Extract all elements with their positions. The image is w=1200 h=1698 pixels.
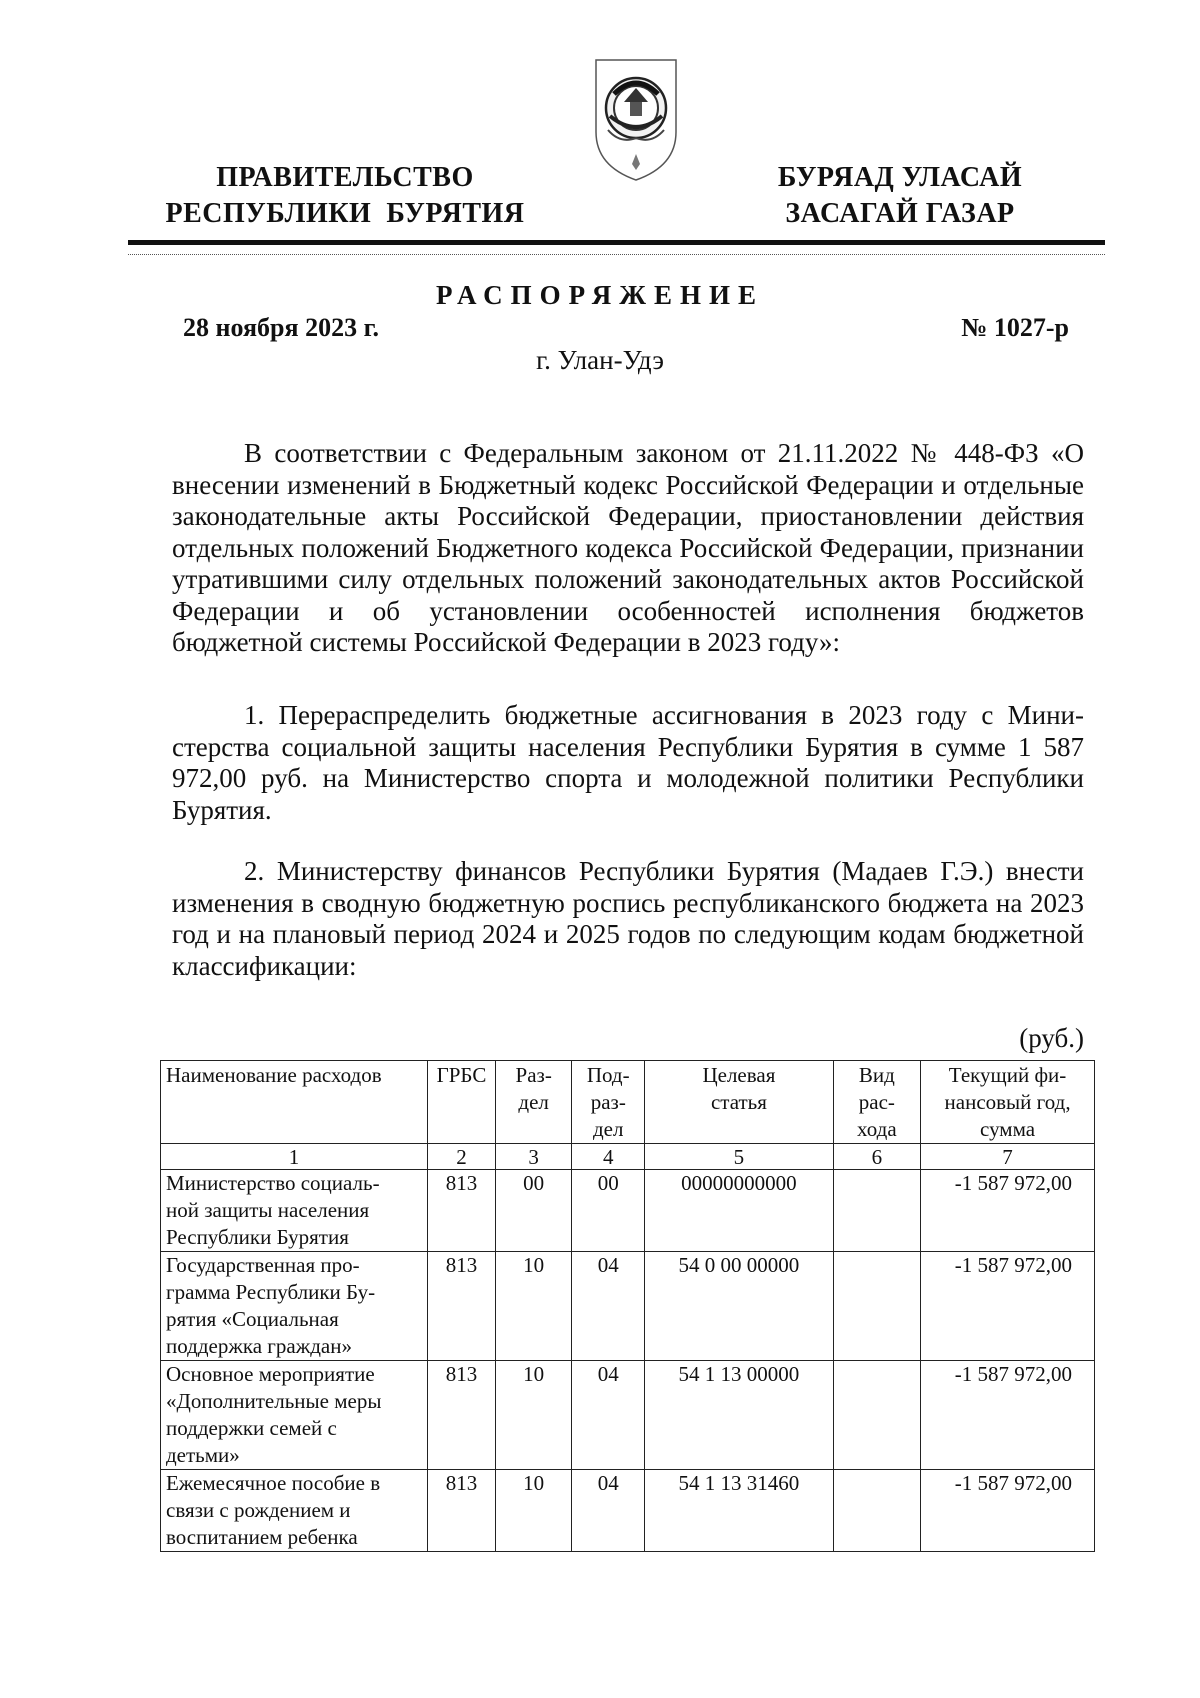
row-grbs: 813: [427, 1470, 495, 1552]
row-razdel: 10: [496, 1470, 572, 1552]
row-podrazdel: 04: [572, 1252, 645, 1361]
row-razdel: 10: [496, 1361, 572, 1470]
row-sum: -1 587 972,00: [921, 1170, 1095, 1252]
row-article: 00000000000: [645, 1170, 833, 1252]
government-name-russian: [150, 160, 540, 232]
row-name: Государственная про- грамма Республики Бу- рятия «Социальная поддержка граждан»: [161, 1252, 428, 1361]
header-cell-sum: [921, 1061, 1095, 1144]
budget-table-body: [161, 1170, 1095, 1552]
column-number: 7: [921, 1144, 1095, 1170]
header-row: [161, 1061, 1095, 1144]
document-number: № 1027-р: [961, 313, 1069, 342]
row-name: Основное мероприятие «Дополнительные меры поддержки семей с детьми»: [161, 1361, 428, 1470]
row-article: 54 0 00 00000: [645, 1252, 833, 1361]
header-vid-text: Вид рас- хода: [857, 1063, 897, 1141]
row-podrazdel: 00: [572, 1170, 645, 1252]
header-razdel-text: Раз- дел: [515, 1063, 552, 1114]
gov-bua-line2: ЗАСАГАЙ ГАЗАР: [785, 198, 1015, 229]
row-grbs: 813: [427, 1170, 495, 1252]
clause-2-paragraph: 2. Министерству финансов Республики Бурятия (Мадаев Г.Э.) внести изменения в сводную бюджетную роспись республиканского бюджета на 2023 год и на плановый период 2024 и 2025 годов по следующим кодам бюджетной классификации:: [172, 856, 1084, 981]
header-divider-thick: [128, 240, 1105, 245]
row-grbs: 813: [427, 1252, 495, 1361]
header-podrazdel-text: Под- раз- дел: [586, 1063, 630, 1141]
row-name: Ежемесячное пособие в связи с рождением и воспитанием ребенка: [161, 1470, 428, 1552]
coat-of-arms-icon: [590, 54, 682, 184]
document-city: г. Улан-Удэ: [536, 345, 664, 375]
header-grbs-text: ГРБС: [436, 1063, 487, 1087]
row-razdel: 00: [496, 1170, 572, 1252]
row-article: 54 1 13 00000: [645, 1361, 833, 1470]
table-row: [161, 1252, 1095, 1361]
header-cell-grbs: [427, 1061, 495, 1144]
preamble-paragraph: В соответствии с Федеральным законом от 21.11.2022 № 448-ФЗ «О внесении изменений в Бюджетный кодекс Российской Федерации и отдельные законодательные акты Российской Федерации, приостановлении действия отдельных положений Бюджетного кодекса Российской Федерации, признании утратившими силу отдельных положений законодательных актов Российской Федерации и об установлении особенностей исполнения бюджетов бюджетной системы Российской Федерации в 2023 году»:: [172, 438, 1084, 657]
row-sum: -1 587 972,00: [921, 1361, 1095, 1470]
row-sum: -1 587 972,00: [921, 1470, 1095, 1552]
column-number: 1: [161, 1144, 428, 1170]
clause-1-paragraph: 1. Перераспределить бюджетные ассигнования в 2023 году с Министерства социальной защиты населения Республики Бурятия в сумме 1 587 972,00 руб. на Министерство спорта и молодежной политики Республики Бурятия.: [172, 700, 1084, 825]
row-vid: [833, 1470, 920, 1552]
header-cell-podrazdel: [572, 1061, 645, 1144]
header-cell-article: [645, 1061, 833, 1144]
gov-bua-line1: БУРЯАД УЛАСАЙ: [777, 162, 1023, 193]
gov-ru-line2: РЕСПУБЛИКИ БУРЯТИЯ: [165, 198, 525, 229]
budget-table: [160, 1060, 1095, 1552]
row-vid: [833, 1252, 920, 1361]
gov-ru-line1: ПРАВИТЕЛЬСТВО: [216, 162, 474, 193]
table-row: [161, 1470, 1095, 1552]
row-podrazdel: 04: [572, 1470, 645, 1552]
header-article-text: Целевая статья: [702, 1063, 776, 1114]
header-divider-thin: [128, 254, 1105, 255]
table-row: [161, 1170, 1095, 1252]
row-razdel: 10: [496, 1252, 572, 1361]
currency-unit-label: (руб.): [1019, 1023, 1084, 1053]
column-number: 2: [427, 1144, 495, 1170]
budget-table-header: [161, 1061, 1095, 1170]
row-article: 54 1 13 31460: [645, 1470, 833, 1552]
row-name: Министерство социаль- ной защиты населения Республики Бурятия: [161, 1170, 428, 1252]
column-number-row: [161, 1144, 1095, 1170]
row-vid: [833, 1170, 920, 1252]
header-name-text: Наименование расходов: [166, 1063, 382, 1087]
column-number: 4: [572, 1144, 645, 1170]
row-vid: [833, 1361, 920, 1470]
government-name-buryat: [740, 160, 1060, 232]
header-cell-razdel: [496, 1061, 572, 1144]
document-title: РАСПОРЯЖЕНИЕ: [435, 280, 765, 310]
header-sum-text: Текущий фи- нансовый год, сумма: [944, 1063, 1071, 1141]
column-number: 5: [645, 1144, 833, 1170]
header-cell-vid: [833, 1061, 920, 1144]
document-date: 28 ноября 2023 г.: [183, 313, 379, 342]
table-row: [161, 1361, 1095, 1470]
header-cell-name: [161, 1061, 428, 1144]
column-number: 6: [833, 1144, 920, 1170]
column-number: 3: [496, 1144, 572, 1170]
row-grbs: 813: [427, 1361, 495, 1470]
row-podrazdel: 04: [572, 1361, 645, 1470]
row-sum: -1 587 972,00: [921, 1252, 1095, 1361]
